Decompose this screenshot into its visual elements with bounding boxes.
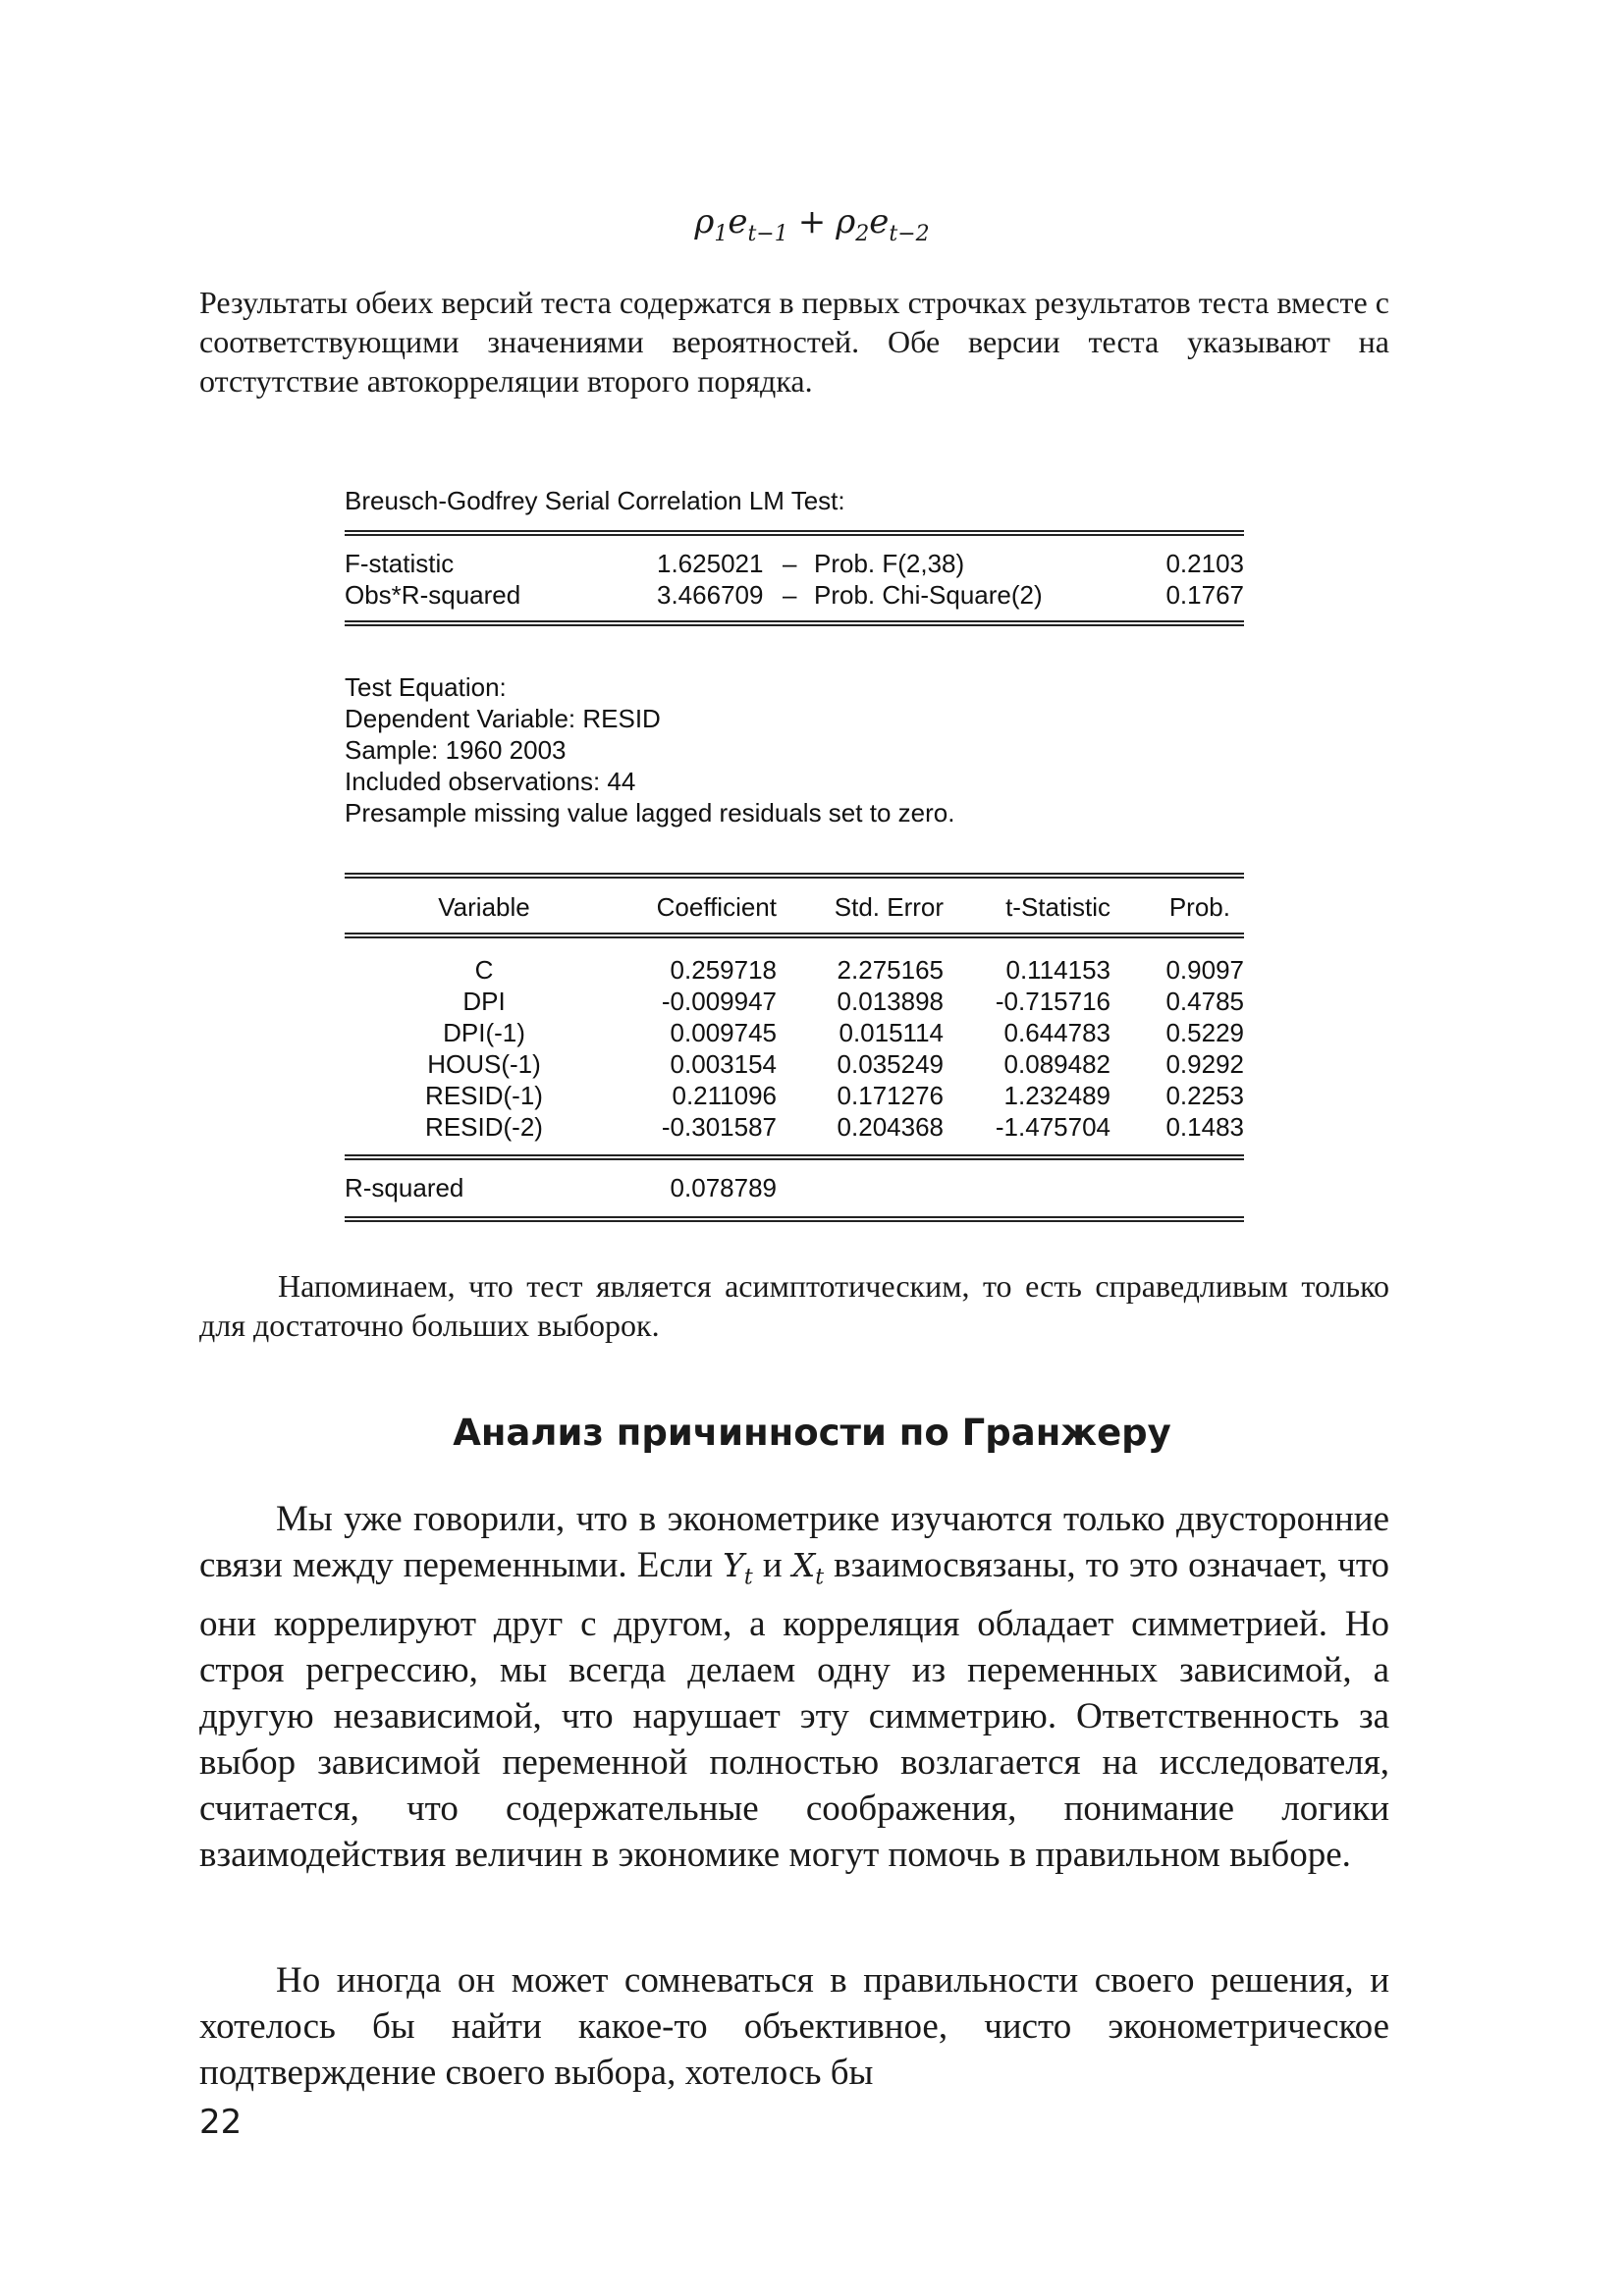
column-header: Std. Error	[834, 892, 944, 922]
note-paragraph: Напоминаем, что тест является асимптотическим, то есть справедливым только для достаточно больших выборок.	[199, 1268, 1389, 1343]
column-header: Variable	[438, 892, 530, 922]
e-2: e	[869, 202, 890, 241]
column-header: Prob.	[1168, 892, 1230, 922]
cell-coefficient: -0.301587	[661, 1112, 777, 1142]
cell-coefficient: 0.003154	[670, 1049, 777, 1079]
rho-1: ρ	[694, 202, 715, 241]
cell-coefficient: -0.009947	[661, 987, 777, 1016]
test-value: 3.466709	[657, 580, 764, 610]
table-row	[345, 1048, 1244, 1080]
var-y-sub: t	[743, 1565, 753, 1590]
section-heading: Анализ причинности по Гранжеру	[453, 1412, 1171, 1454]
cell-prob: 0.4785	[1165, 987, 1244, 1016]
table-row	[345, 1017, 1244, 1048]
double-rule	[345, 1216, 1244, 1222]
paragraph-2: Но иногда он может сомневаться в правильности своего решения, и хотелось бы найти какое-то объективное, чисто эконометрическое подтверждение своего выбора, хотелось бы	[199, 1960, 1389, 2093]
cell-variable: C	[474, 955, 494, 985]
cell-variable: RESID(-1)	[425, 1081, 543, 1110]
rho-1-sub: 1	[714, 222, 729, 246]
cell-t-statistic: 0.644783	[1003, 1018, 1110, 1047]
test-prob: 0.1767	[1165, 580, 1244, 610]
var-x-sub: t	[815, 1565, 825, 1590]
paragraph-1	[199, 1496, 1389, 1878]
cell-std-error: 0.171276	[837, 1081, 944, 1110]
test-prob: 0.2103	[1165, 549, 1244, 578]
plus-operator: +	[797, 202, 827, 241]
e-1-sub: t−1	[747, 222, 788, 246]
cell-t-statistic: 0.089482	[1003, 1049, 1110, 1079]
cell-prob: 0.1483	[1165, 1112, 1244, 1142]
info-line: Sample: 1960 2003	[345, 735, 567, 765]
info-line: Test Equation:	[345, 672, 507, 702]
var-y-letter: Y	[723, 1546, 744, 1584]
test-name: Obs*R-squared	[345, 580, 521, 610]
table-row	[345, 954, 1244, 986]
cell-t-statistic: -0.715716	[995, 987, 1110, 1016]
var-x-letter: X	[791, 1546, 816, 1584]
column-header: Coefficient	[656, 892, 777, 922]
cell-std-error: 0.015114	[839, 1018, 944, 1047]
double-rule	[345, 1154, 1244, 1160]
table-row	[345, 1111, 1244, 1143]
test-dash: –	[783, 549, 797, 578]
double-rule	[345, 933, 1244, 938]
double-rule	[345, 530, 1244, 536]
table-row	[345, 986, 1244, 1017]
cell-std-error: 0.204368	[837, 1112, 944, 1142]
cell-t-statistic: 0.114153	[1005, 955, 1110, 985]
double-rule	[345, 873, 1244, 879]
test-value: 1.625021	[657, 549, 764, 578]
r-squared-row	[345, 1172, 1244, 1203]
cell-prob: 0.5229	[1165, 1018, 1244, 1047]
cell-variable: DPI	[462, 987, 506, 1016]
test-row	[345, 548, 1244, 579]
info-line: Presample missing value lagged residuals set to zero.	[345, 798, 955, 828]
cell-variable: RESID(-2)	[425, 1112, 543, 1142]
r-squared-label: R-squared	[345, 1173, 464, 1202]
var-y	[723, 1546, 753, 1590]
page-number: 22	[199, 2103, 243, 2142]
var-x	[791, 1546, 825, 1590]
cell-t-statistic: 1.232489	[1003, 1081, 1110, 1110]
test-prob-label: Prob. F(2,38)	[814, 549, 965, 578]
paragraph-1-text: взаимосвязаны, то это означает, что они коррелируют друг с другом, а корреляция обладает симметрией. Но строя регрессию, мы всегда делаем одну из переменных зависимой, а другую независимой, что нарушает эту симметрию. Ответственность за выбор зависимой переменной полностью возлагается на исследователя, считается, что содержательные соображения, понимание логики взаимодействия величин в экономике могут помочь в правильном выборе.	[199, 1545, 1390, 1875]
info-line: Dependent Variable: RESID	[345, 704, 661, 733]
rho-2: ρ	[836, 202, 856, 241]
intro-paragraph: Результаты обеих версий теста содержатся в первых строчках результатов теста вместе с соответствующими значениями вероятностей. Обе версии теста указывают на отстутствие автокорреляции второго порядка.	[199, 285, 1389, 399]
info-line: Included observations: 44	[345, 767, 636, 796]
table-header	[345, 891, 1244, 923]
table-row	[345, 1080, 1244, 1111]
test-name: F-statistic	[345, 549, 455, 578]
paragraph-1-text: Мы уже говорили, что в эконометрике изучаются только двусторонние связи между переменными. Если	[199, 1499, 1389, 1585]
cell-variable: DPI(-1)	[443, 1018, 525, 1047]
cell-t-statistic: -1.475704	[995, 1112, 1110, 1142]
paragraph-1-text: и	[752, 1545, 792, 1585]
r-squared-value: 0.078789	[670, 1173, 777, 1202]
cell-variable: HOUS(-1)	[427, 1049, 541, 1079]
double-rule	[345, 620, 1244, 626]
cell-coefficient: 0.259718	[670, 955, 777, 985]
e-2-sub: t−2	[889, 222, 930, 246]
test-dash: –	[783, 580, 797, 610]
cell-prob: 0.9097	[1165, 955, 1244, 985]
cell-prob: 0.9292	[1165, 1049, 1244, 1079]
cell-std-error: 2.275165	[837, 955, 944, 985]
formula	[0, 202, 1624, 246]
e-1: e	[728, 202, 748, 241]
cell-coefficient: 0.211096	[672, 1081, 777, 1110]
cell-std-error: 0.013898	[837, 987, 944, 1016]
test-title: Breusch-Godfrey Serial Correlation LM Test:	[345, 486, 845, 515]
column-header: t-Statistic	[1005, 892, 1110, 922]
test-row	[345, 579, 1244, 611]
test-prob-label: Prob. Chi-Square(2)	[814, 580, 1043, 610]
cell-prob: 0.2253	[1165, 1081, 1244, 1110]
rho-2-sub: 2	[855, 222, 870, 246]
cell-coefficient: 0.009745	[670, 1018, 777, 1047]
cell-std-error: 0.035249	[837, 1049, 944, 1079]
